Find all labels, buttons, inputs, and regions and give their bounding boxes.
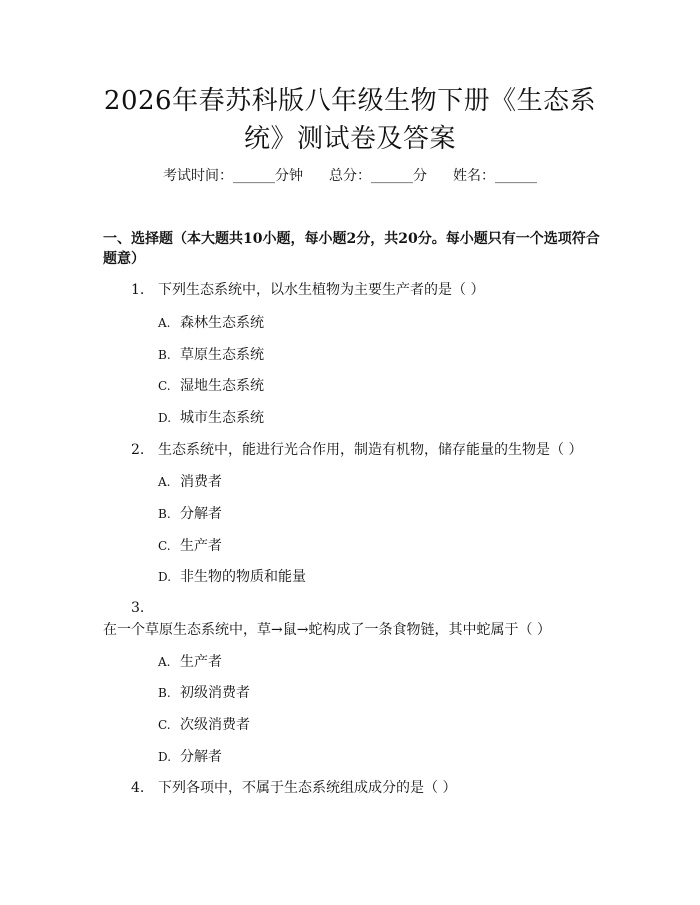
option-text: 次级消费者 — [180, 717, 250, 733]
option-letter: D. — [158, 570, 172, 584]
student-name-label: 姓名：______ — [453, 168, 537, 184]
option-letter: A. — [158, 316, 171, 330]
question-2-option-b — [158, 504, 222, 524]
question-3 — [103, 597, 600, 641]
question-1-option-a — [158, 313, 264, 333]
question-4 — [103, 777, 600, 799]
option-letter: A. — [158, 655, 171, 669]
total-score-label: 总分：______分 — [329, 168, 427, 184]
question-1-option-c — [158, 376, 264, 396]
option-text: 生产者 — [180, 538, 222, 554]
option-text: 分解者 — [180, 506, 222, 522]
option-letter: C. — [158, 718, 171, 732]
option-text: 湿地生态系统 — [180, 378, 264, 394]
question-number: 4. — [131, 780, 145, 796]
question-1 — [103, 279, 600, 301]
exam-meta — [0, 166, 700, 186]
option-letter: C. — [158, 379, 171, 393]
option-letter: B. — [158, 507, 171, 521]
question-3-option-d — [158, 747, 222, 767]
question-number: 2. — [131, 442, 145, 458]
section-heading: 一、选择题（本大题共10小题，每小题2分，共20分。每小题只有一个选项符合题意） — [103, 231, 600, 267]
option-letter: A. — [158, 475, 171, 489]
question-text: 下列各项中，不属于生态系统组成成分的是（ ） — [158, 780, 457, 796]
question-2-option-c — [158, 536, 222, 556]
question-3-option-c — [158, 715, 250, 735]
option-letter: C. — [158, 539, 171, 553]
option-text: 生产者 — [180, 654, 222, 670]
option-letter: B. — [158, 348, 171, 362]
document-title: 2026年春苏科版八年级生物下册《生态系统》测试卷及答案 — [103, 86, 597, 154]
option-text: 森林生态系统 — [180, 315, 264, 331]
option-text: 草原生态系统 — [180, 347, 264, 363]
option-text: 城市生态系统 — [180, 410, 264, 426]
question-2 — [103, 439, 600, 461]
option-letter: D. — [158, 750, 172, 764]
option-text: 非生物的物质和能量 — [180, 569, 306, 585]
option-text: 消费者 — [180, 474, 222, 490]
question-number: 1. — [131, 282, 145, 298]
option-text: 初级消费者 — [180, 685, 250, 701]
question-2-option-d — [158, 567, 306, 587]
question-2-option-a — [158, 472, 222, 492]
option-text: 分解者 — [180, 749, 222, 765]
question-number: 3. — [131, 600, 145, 616]
question-text: 在一个草原生态系统中，草→鼠→蛇构成了一条食物链，其中蛇属于（ ） — [103, 622, 551, 638]
exam-time-label: 考试时间：______分钟 — [163, 168, 303, 184]
question-3-option-a — [158, 652, 222, 672]
question-1-option-b — [158, 345, 264, 365]
option-letter: D. — [158, 411, 172, 425]
question-1-option-d — [158, 408, 264, 428]
question-text: 生态系统中，能进行光合作用，制造有机物，储存能量的生物是（ ） — [158, 442, 583, 458]
question-text: 下列生态系统中，以水生植物为主要生产者的是（ ） — [158, 282, 485, 298]
option-letter: B. — [158, 686, 171, 700]
question-3-option-b — [158, 683, 250, 703]
